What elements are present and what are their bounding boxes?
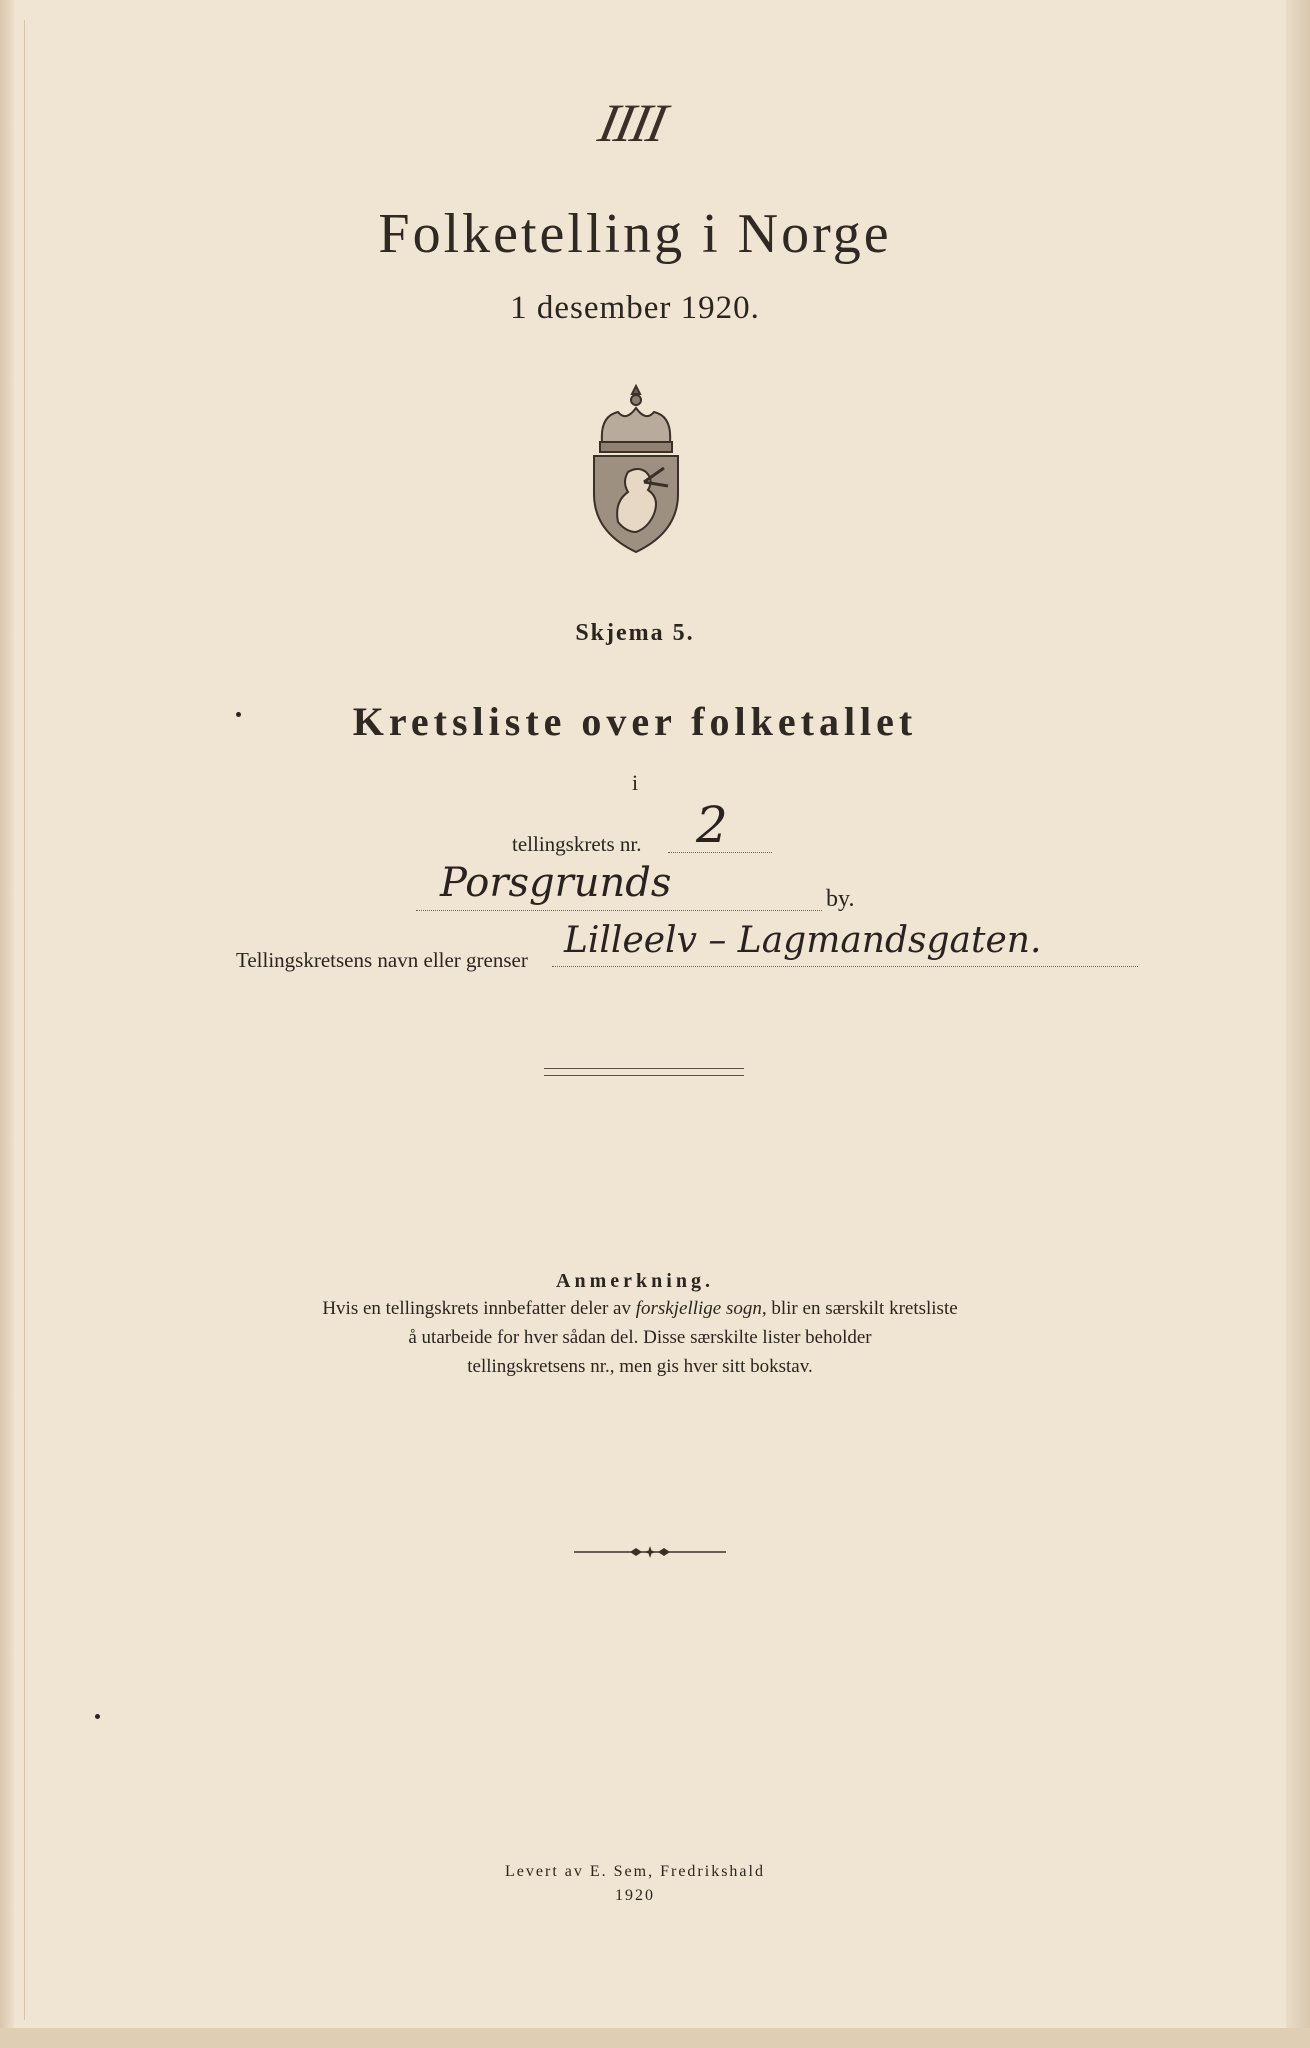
krets-label: tellingskrets nr.	[512, 832, 642, 856]
grenser-label: Tellingskretsens navn eller grenser	[236, 948, 528, 972]
form-number: Skjema 5.	[575, 620, 695, 646]
note-line-1-emphasis: forskjellige sogn,	[635, 1298, 767, 1319]
handwritten-roman-numeral: IIII	[593, 93, 671, 153]
grenser-value: Lilleelv – Lagmandsgaten.	[564, 920, 1042, 961]
grenser-line	[552, 966, 1138, 967]
by-line	[416, 910, 822, 911]
connector-word: i	[631, 770, 639, 795]
form-heading: Kretsliste over folketallet	[352, 699, 918, 744]
note-text	[240, 1294, 1040, 1381]
by-label: by.	[826, 886, 855, 912]
paper-edge-right	[1286, 0, 1310, 2048]
by-value: Porsgrunds	[440, 860, 672, 906]
section-divider	[544, 1068, 744, 1076]
note-title: Anmerkning.	[556, 1270, 714, 1292]
form-title: Folketelling i Norge	[378, 203, 892, 265]
norway-coat-of-arms-icon	[588, 382, 684, 554]
form-date: 1 desember 1920.	[510, 290, 760, 326]
printer-year: 1920	[615, 1887, 655, 1904]
krets-value: 2	[696, 796, 728, 854]
ornament-divider-icon	[574, 1544, 726, 1560]
note-line-1-start: Hvis en tellingskrets innbefatter deler av	[322, 1298, 631, 1319]
note-line-1-end: blir en særskilt kretsliste	[771, 1298, 958, 1319]
ink-speck	[95, 1714, 100, 1719]
printer-name: Levert av E. Sem, Fredrikshald	[505, 1863, 765, 1880]
printer-imprint	[0, 1860, 1270, 1908]
note-line-3: tellingskretsens nr., men gis hver sitt bokstav.	[467, 1356, 813, 1377]
paper-edge-bottom	[0, 2028, 1310, 2048]
note-line-2: å utarbeide for hver sådan del. Disse særskilte lister beholder	[408, 1327, 872, 1348]
note-line-1	[240, 1294, 1040, 1323]
